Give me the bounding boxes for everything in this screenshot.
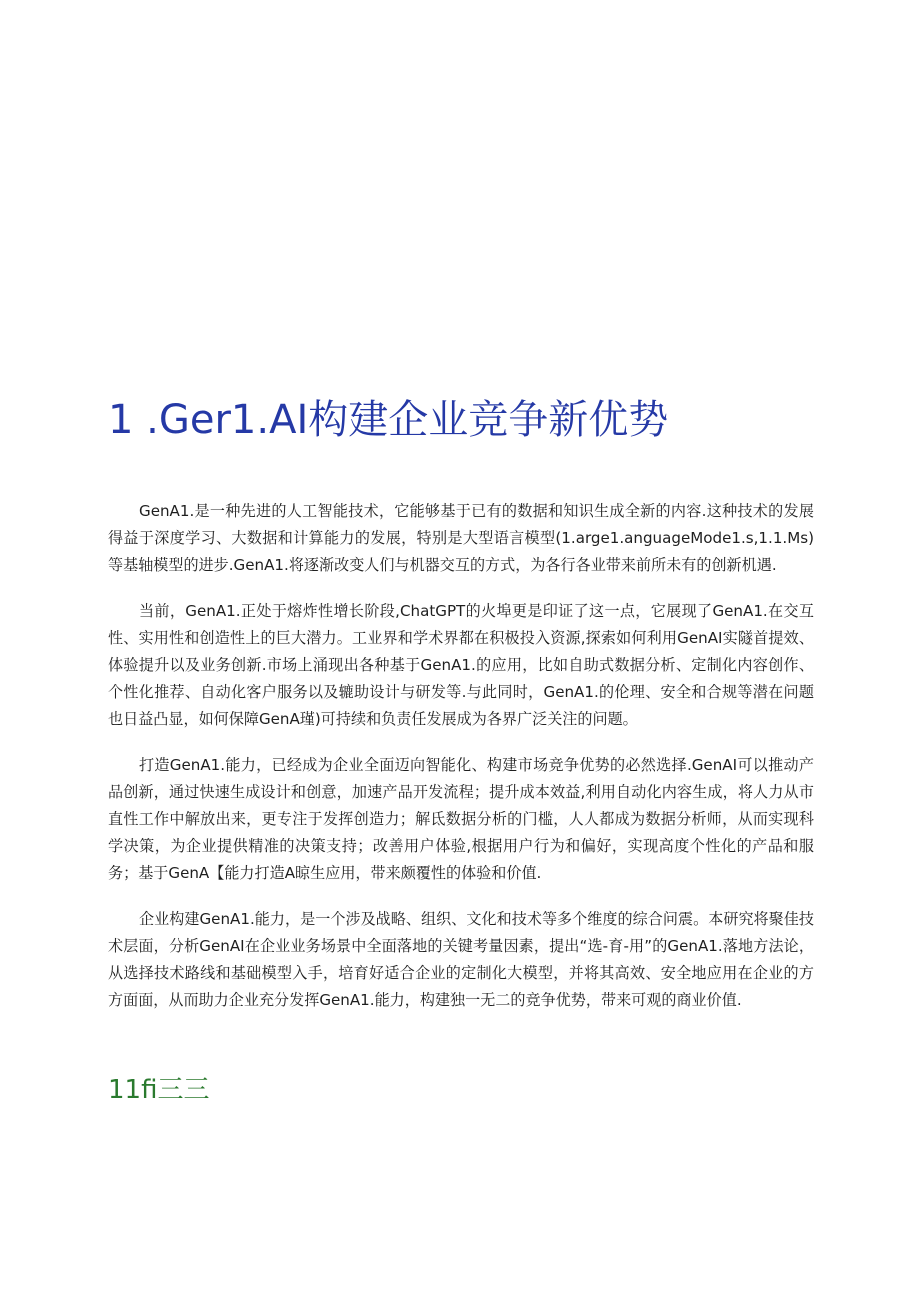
- paragraph-capability-value: 打造GenA1.能力，已经成为企业全面迈向智能化、构建市场竞争优势的必然选择.GenAI可以推动产品创新，通过快速生成设计和创意，加速产品开发流程；提升成本效益,利用自动化内容生成，将人力从市直性工作中解放出来，更专注于发挥创造力；解氐数据分析的门槛，人人都成为数据分析师，从而实现科学决策，为企业提供精准的决策支持；改善用户体验,根据用户行为和偏好，实现高度个性化的产品和服务；基于GenA【能力打造A晾生应用，带来颇覆性的体验和价值.: [108, 756, 814, 882]
- paragraph-methodology: 企业构建GenA1.能力，是一个涉及战略、组织、文化和技术等多个维度的综合问震。本研究将聚佳技术层面，分析GenAI在企业业务场景中全面落地的关键考量因素，提出“选-育-用”的GenA1.落地方法论，从选择技术路线和基础模型入手，培育好适合企业的定制化大模型，并将其高效、安全地应用在企业的方方面面，从而助力企业充分发挥GenA1.能力，构建独一无二的竞争优势，带来可观的商业价值.: [108, 910, 814, 1009]
- section-title: 1 .Ger1.AI构建企业竞争新优势: [108, 397, 669, 443]
- subsection-heading: 11fi三三: [108, 1075, 210, 1105]
- paragraph-current-state: 当前，GenA1.正处于熔炸性增长阶段,ChatGPT的火埠更是印证了这一点，它展现了GenA1.在交互性、实用性和创造性上的巨大潜力。工业界和学术界都在积极投入资源,探索如何利用GenAI实隧首提效、体验提升以及业务创新.市场上涌现出各种基于GenA1.的应用，比如自助式数据分析、定制化内容创作、个性化推荐、自动化客户服务以及辘助设计与研发等.与此同时，GenA1.的伦理、安全和合规等潜在问题也日益凸显，如何保障GenA瑾)可持续和负责任发展成为各界广泛关注的问题。: [108, 602, 814, 728]
- paragraph-intro: GenA1.是一种先进的人工智能技术，它能够基于已有的数据和知识生成全新的内容.这种技术的发展得益于深度学习、大数据和计算能力的发展，特别是大型语言模型(1.arge1.anguageMode1.s,1.1.Ms)等基轴模型的进步.GenA1.将逐渐改变人们与机器交互的方式，为各行各业带来前所未有的创新机遇.: [108, 502, 814, 574]
